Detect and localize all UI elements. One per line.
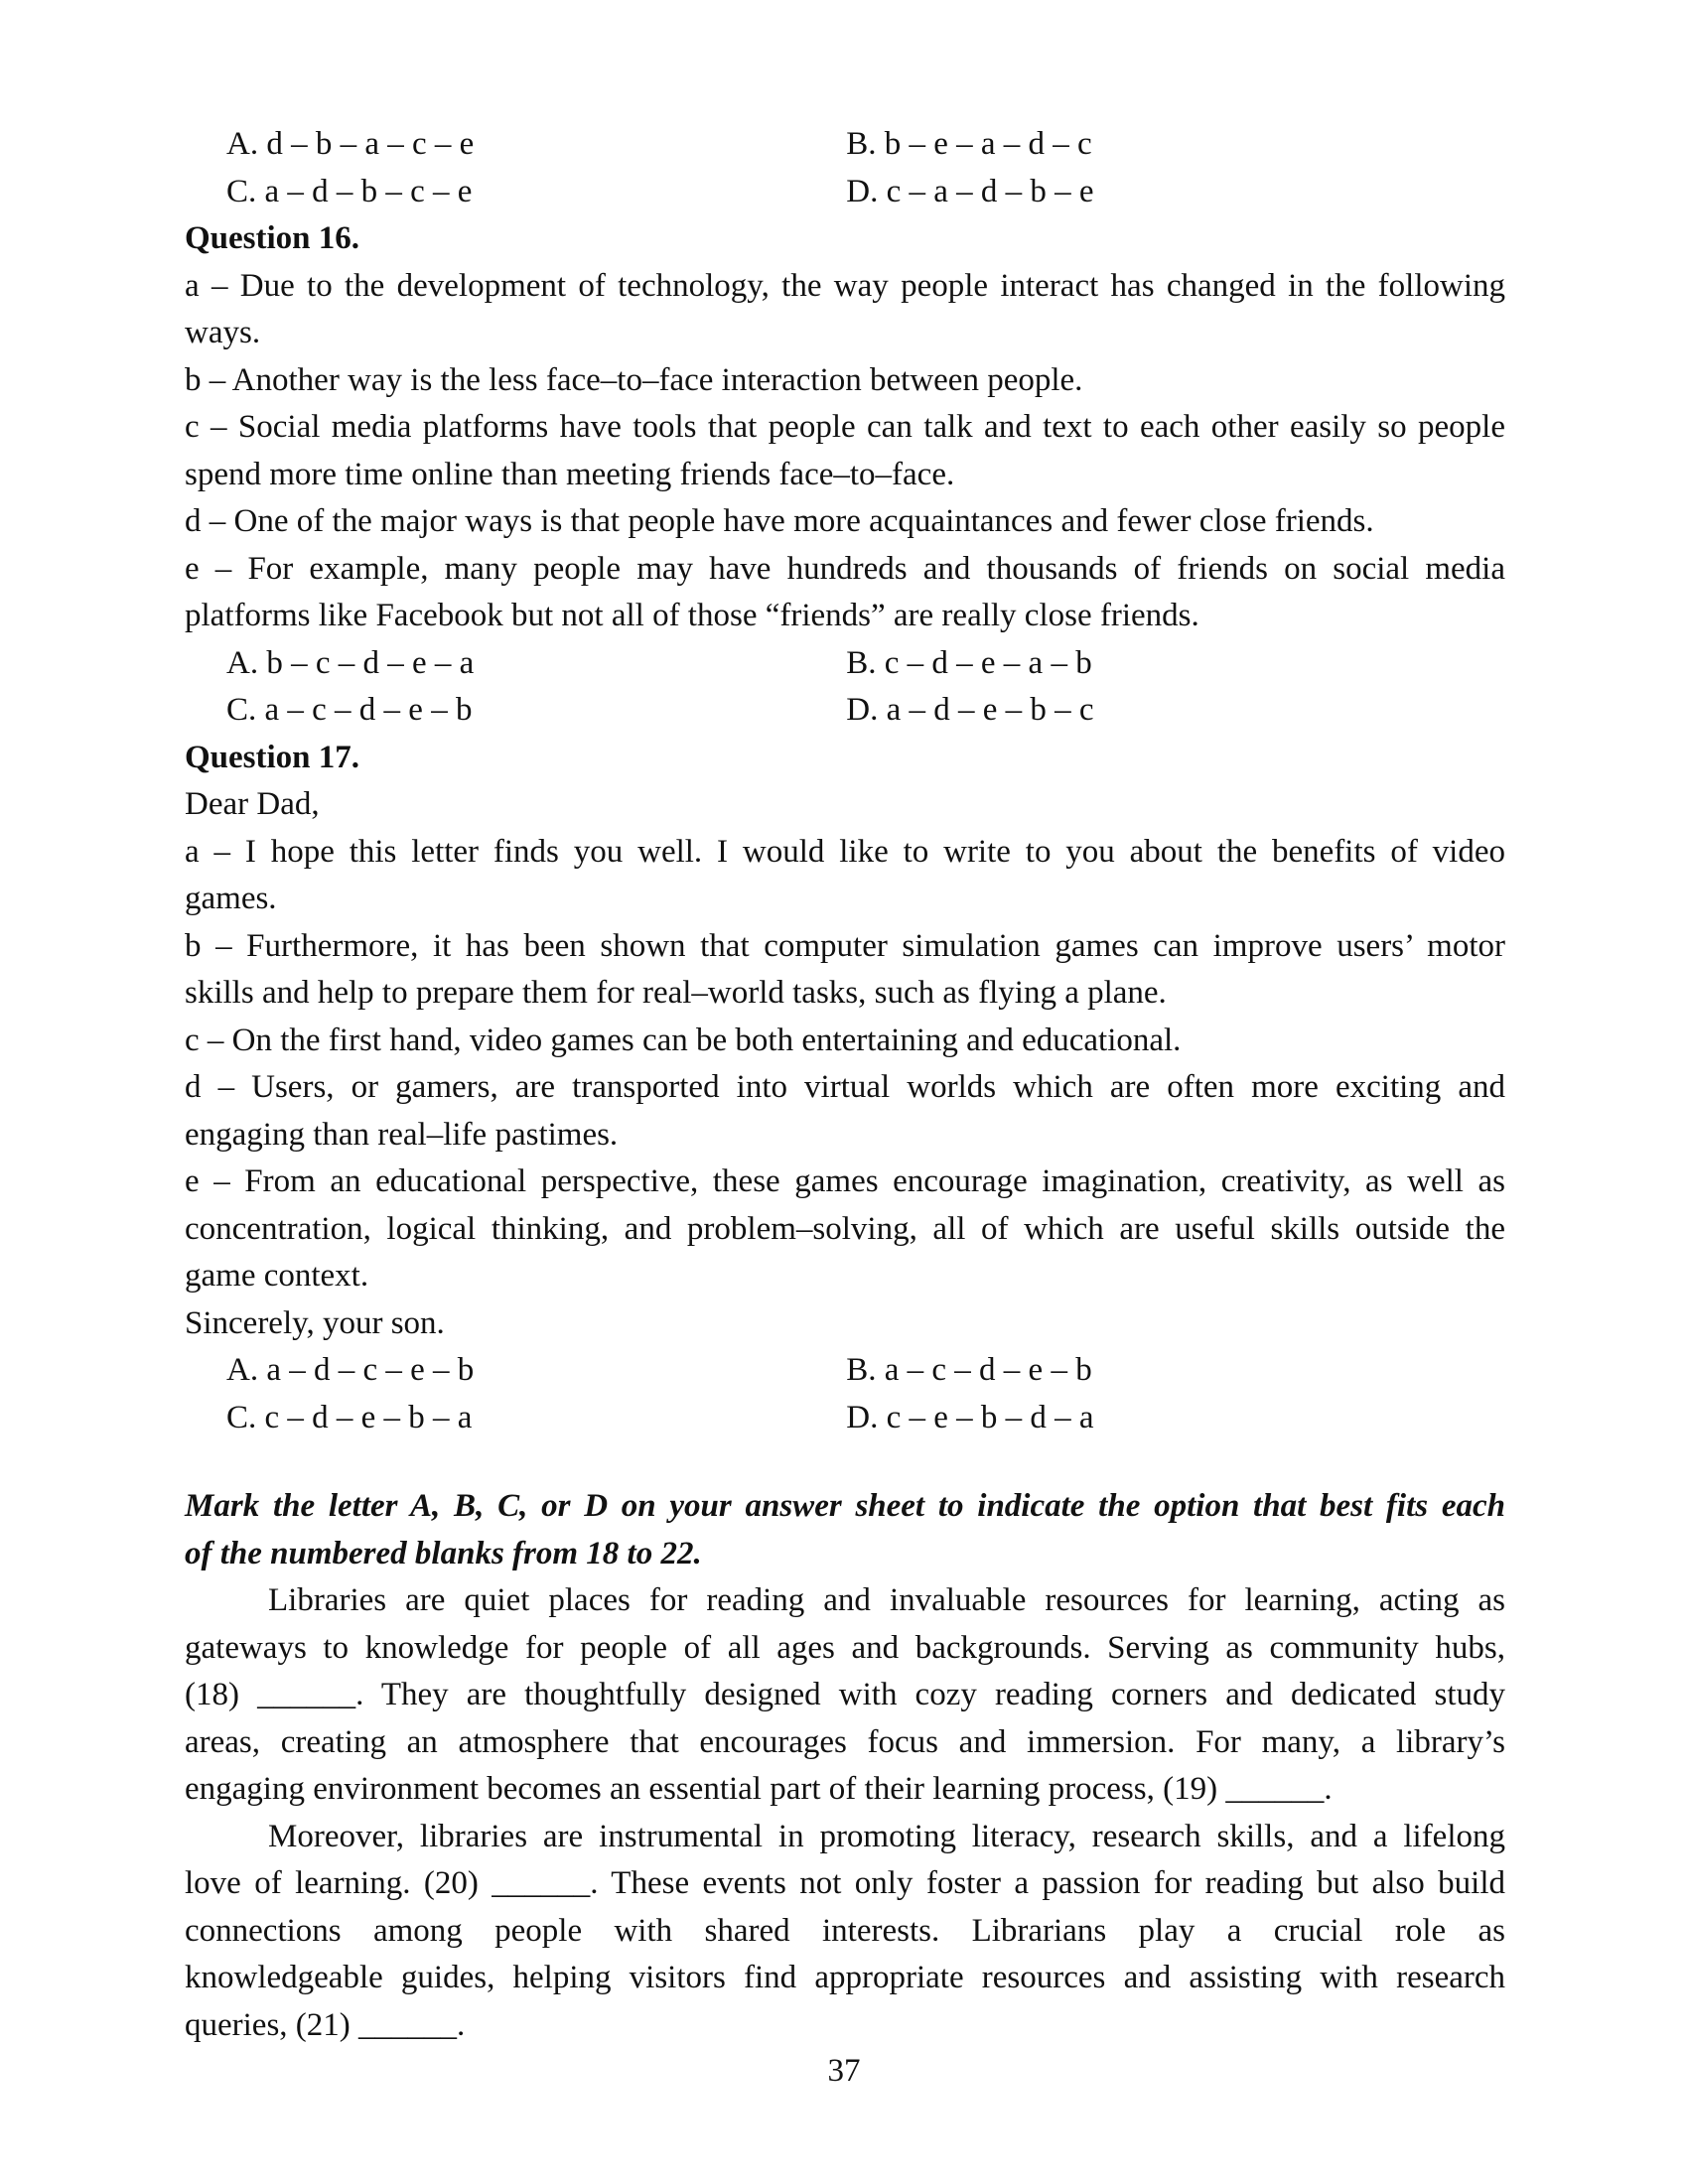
option-d: D. c – a – d – b – e xyxy=(846,173,1094,209)
q17-line: Dear Dad, xyxy=(185,786,320,822)
question-16-title: Question 16. xyxy=(185,220,360,256)
option-c: C. a – d – b – c – e xyxy=(226,173,473,209)
q17-line: games. xyxy=(185,881,277,916)
passage-line: connections among people with shared interests. Librarians play a crucial role as xyxy=(185,1912,1505,1949)
q16-line: a – Due to the development of technology, the way people interact has changed in the following xyxy=(185,267,1505,304)
option-c: C. c – d – e – b – a xyxy=(226,1399,473,1435)
options-row xyxy=(185,640,1505,688)
question-15-options xyxy=(185,121,1505,215)
options-row xyxy=(185,169,1505,216)
option-b: B. c – d – e – a – b xyxy=(846,644,1092,681)
q16-line: ways. xyxy=(185,315,261,350)
option-a: A. d – b – a – c – e xyxy=(226,126,475,162)
options-row xyxy=(185,1395,1505,1442)
q17-line: skills and help to prepare them for real–world tasks, such as flying a plane. xyxy=(185,975,1167,1011)
q17-line: game context. xyxy=(185,1258,369,1294)
section-instruction xyxy=(185,1483,1505,1577)
question-17 xyxy=(185,735,1505,1442)
q17-line: e – From an educational perspective, these games encourage imagination, creativity, as well as xyxy=(185,1163,1505,1199)
passage-line: love of learning. (20) ______. These events not only foster a passion for reading but also build xyxy=(185,1865,1505,1901)
q16-line: c – Social media platforms have tools that people can talk and text to each other easily so people xyxy=(185,409,1505,445)
instruction-line: of the numbered blanks from 18 to 22. xyxy=(185,1535,702,1571)
passage-line: Moreover, libraries are instrumental in promoting literacy, research skills, and a lifelong xyxy=(268,1818,1505,1854)
q17-line: d – Users, or gamers, are transported into virtual worlds which are often more exciting and xyxy=(185,1069,1505,1105)
option-b: B. a – c – d – e – b xyxy=(846,1352,1092,1388)
options-row xyxy=(185,687,1505,735)
question-17-title: Question 17. xyxy=(185,739,360,775)
q17-line: engaging than real–life pastimes. xyxy=(185,1116,619,1153)
option-d: D. c – e – b – d – a xyxy=(846,1399,1094,1435)
passage-line: gateways to knowledge for people of all ages and backgrounds. Serving as community hubs, xyxy=(185,1629,1505,1666)
instruction-line: Mark the letter A, B, C, or D on your answer sheet to indicate the option that best fits each xyxy=(185,1488,1505,1524)
reading-passage xyxy=(185,1577,1505,2049)
passage-line: areas, creating an atmosphere that encourages focus and immersion. For many, a library’s xyxy=(185,1723,1505,1760)
options-row xyxy=(185,1347,1505,1395)
option-d: D. a – d – e – b – c xyxy=(846,692,1094,728)
q17-line: Sincerely, your son. xyxy=(185,1304,445,1341)
q16-line: d – One of the major ways is that people have more acquaintances and fewer close friends. xyxy=(185,503,1374,539)
passage-line: knowledgeable guides, helping visitors find appropriate resources and assisting with research xyxy=(185,1960,1505,1995)
q16-line: spend more time online than meeting friends face–to–face. xyxy=(185,456,955,492)
option-b: B. b – e – a – d – c xyxy=(846,126,1092,162)
question-16 xyxy=(185,215,1505,735)
q16-line: e – For example, many people may have hundreds and thousands of friends on social media xyxy=(185,550,1505,587)
passage-line: queries, (21) ______. xyxy=(185,2006,466,2043)
q17-line: b – Furthermore, it has been shown that computer simulation games can improve users’ motor xyxy=(185,927,1505,964)
q17-line: c – On the first hand, video games can be both entertaining and educational. xyxy=(185,1022,1182,1058)
document-page xyxy=(185,121,1505,2049)
q17-line: a – I hope this letter finds you well. I would like to write to you about the benefits of video xyxy=(185,833,1505,870)
q17-line: concentration, logical thinking, and problem–solving, all of which are useful skills outside the xyxy=(185,1210,1505,1247)
option-c: C. a – c – d – e – b xyxy=(226,692,473,728)
option-a: A. a – d – c – e – b xyxy=(226,1352,475,1388)
q16-line: b – Another way is the less face–to–face interaction between people. xyxy=(185,361,1083,398)
passage-line: engaging environment becomes an essential part of their learning process, (19) ______. xyxy=(185,1771,1333,1807)
passage-line: Libraries are quiet places for reading and invaluable resources for learning, acting as xyxy=(268,1582,1505,1618)
q16-line: platforms like Facebook but not all of those “friends” are really close friends. xyxy=(185,598,1199,633)
section-gap xyxy=(185,1441,1505,1483)
page-number: 37 xyxy=(827,2053,861,2089)
options-row xyxy=(185,121,1505,169)
option-a: A. b – c – d – e – a xyxy=(226,644,475,681)
passage-line: (18) ______. They are thoughtfully designed with cozy reading corners and dedicated study xyxy=(185,1677,1505,1712)
